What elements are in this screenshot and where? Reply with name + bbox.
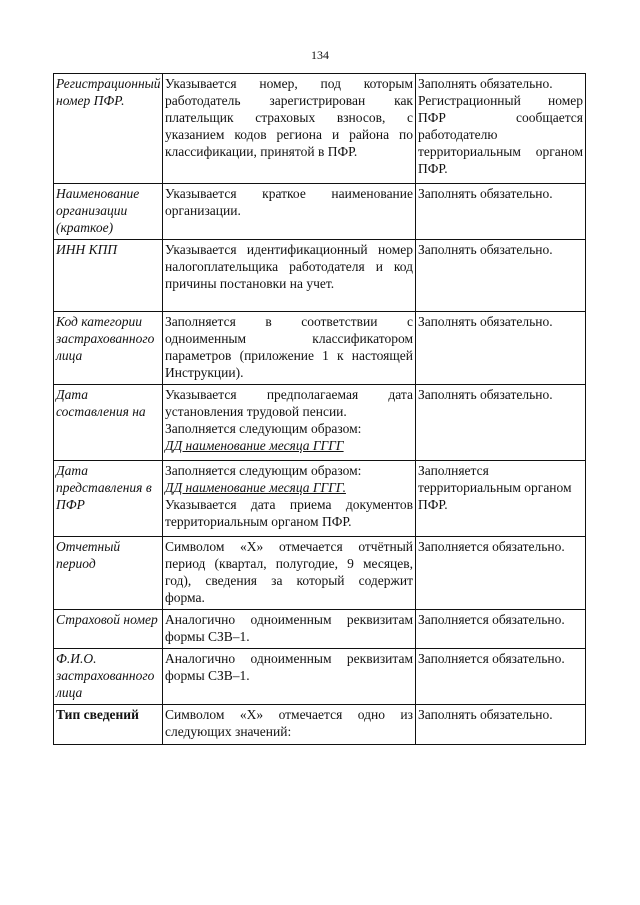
table-row	[54, 610, 586, 649]
table-row	[54, 312, 586, 385]
table-row	[54, 705, 586, 745]
table-row	[54, 240, 586, 312]
description-line: Указывается дата приема документов территориальным органом ПФР.	[165, 497, 413, 529]
field-description: Аналогично одноименным реквизитам формы СЗВ–1.	[163, 610, 416, 649]
field-description: Указывается идентификационный номер налогоплательщика работодателя и код причины постановки на учет.	[163, 240, 416, 312]
note-line: Регистрационный номер ПФР сообщается работодателю территориальным органом ПФР.	[418, 93, 583, 176]
field-name: Наименование организации (краткое)	[54, 184, 163, 240]
field-description: Символом «Х» отмечается отчётный период (квартал, полугодие, 9 месяцев, год), сведения за который содержит форма.	[163, 537, 416, 610]
instruction-table	[53, 73, 586, 745]
field-note: Заполняется территориальным органом ПФР.	[416, 461, 586, 537]
table-row	[54, 537, 586, 610]
description-line: Указывается предполагаемая дата установления трудовой пенсии.	[165, 387, 413, 419]
page-number: 134	[311, 48, 329, 62]
field-note: Заполняется обязательно.	[416, 649, 586, 705]
table-row	[54, 385, 586, 461]
field-note: Заполнять обязательно.	[416, 312, 586, 385]
table-row	[54, 649, 586, 705]
field-name: Ф.И.О. застрахованного лица	[54, 649, 163, 705]
field-description: Указывается краткое наименование организации.	[163, 184, 416, 240]
field-note: Заполняется обязательно.	[416, 537, 586, 610]
field-description: Аналогично одноименным реквизитам формы СЗВ–1.	[163, 649, 416, 705]
table-row	[54, 461, 586, 537]
note-line: Заполнять обязательно.	[418, 76, 553, 91]
field-name: Код категории застрахованного лица	[54, 312, 163, 385]
table-row	[54, 74, 586, 184]
date-format: ДД наименование месяца ГГГГ.	[165, 480, 346, 495]
field-name: ИНН КПП	[54, 240, 163, 312]
field-note: Заполняется обязательно.	[416, 610, 586, 649]
field-description: Указывается номер, под которым работодатель зарегистрирован как плательщик страховых взносов, с указанием кодов региона и района по классификации, принятой в ПФР.	[163, 74, 416, 184]
field-note: Заполнять обязательно.	[416, 240, 586, 312]
date-format: ДД наименование месяца ГГГГ	[165, 438, 344, 453]
description-line: Заполняется следующим образом:	[165, 463, 362, 478]
field-name: Регистрационный номер ПФР.	[54, 74, 163, 184]
field-note: Заполнять обязательно.	[416, 184, 586, 240]
field-name: Тип сведений	[54, 705, 163, 745]
field-description	[163, 461, 416, 537]
field-description: Заполняется в соответствии с одноименным классификатором параметров (приложение 1 к настоящей Инструкции).	[163, 312, 416, 385]
field-note: Заполнять обязательно.	[416, 705, 586, 745]
table-row	[54, 184, 586, 240]
field-note	[416, 74, 586, 184]
field-description: Символом «Х» отмечается одно из следующих значений:	[163, 705, 416, 745]
description-line: Заполняется следующим образом:	[165, 421, 362, 436]
field-description	[163, 385, 416, 461]
field-name: Страховой номер	[54, 610, 163, 649]
field-name: Отчетный период	[54, 537, 163, 610]
field-note: Заполнять обязательно.	[416, 385, 586, 461]
field-name: Дата представления в ПФР	[54, 461, 163, 537]
field-name: Дата составления на	[54, 385, 163, 461]
